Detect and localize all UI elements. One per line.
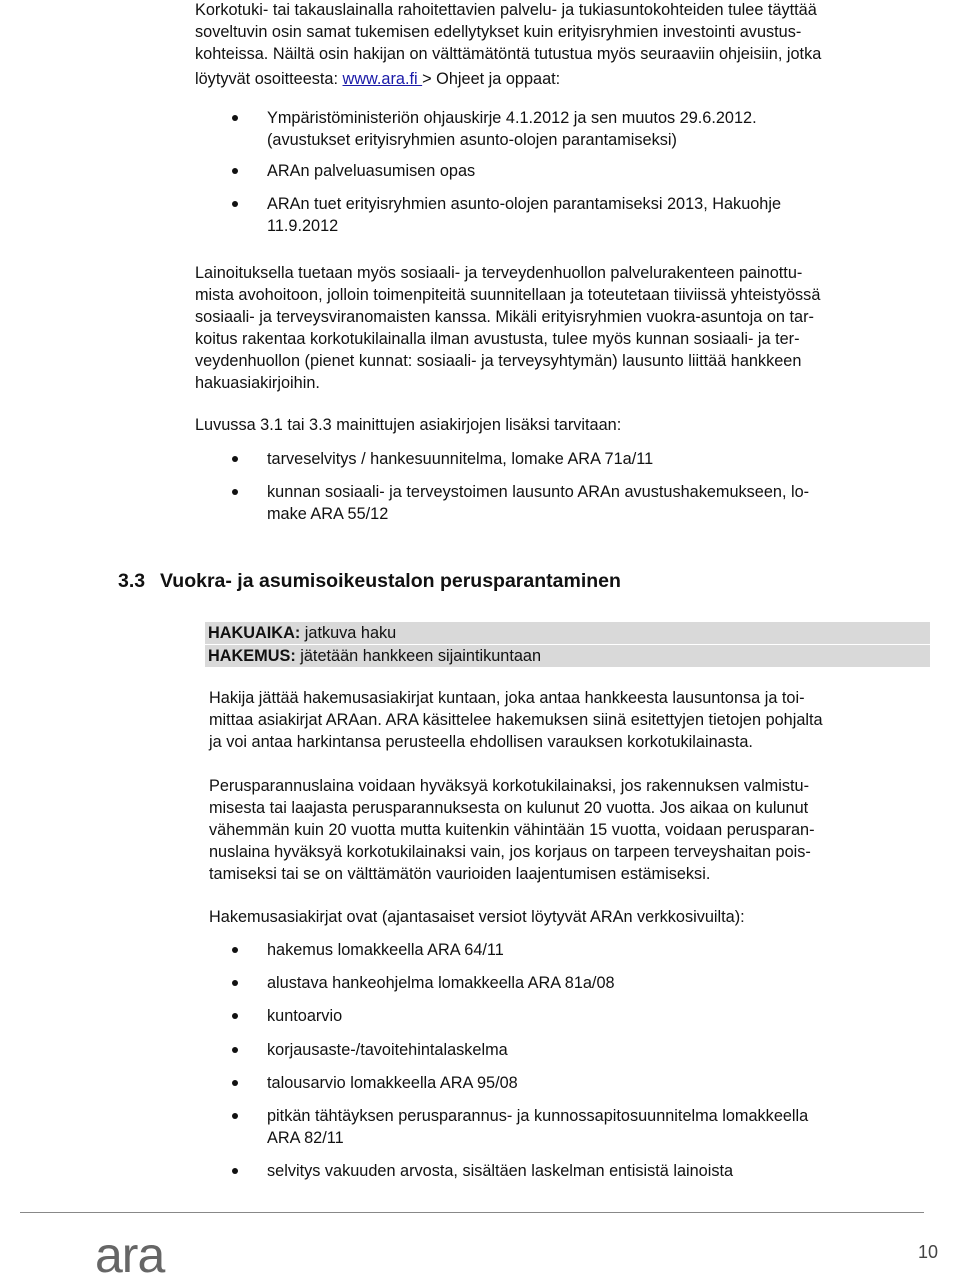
text-line: Hakija jättää hakemusasiakirjat kuntaan, joka antaa hankkeesta lausuntonsa ja toi- <box>209 689 805 707</box>
bullet-icon <box>232 1113 238 1119</box>
list-item <box>195 1160 808 1182</box>
text-line: pitkän tähtäyksen perusparannus- ja kunnossapitosuunnitelma lomakkeella <box>267 1107 809 1125</box>
section-heading <box>118 570 621 593</box>
text-line: ja voi antaa harkintansa perusteella ehdollisen varauksen korkotukilainasta. <box>209 733 753 751</box>
page-number: 10 <box>917 1242 938 1262</box>
documents-list <box>195 939 808 1182</box>
loan-paragraph <box>209 775 929 885</box>
text-fragment: > Ohjeet ja oppaat: <box>422 70 561 88</box>
list-item <box>195 448 809 470</box>
text-line: ARAn palveluasumisen opas <box>267 162 476 180</box>
text-line: nuslaina hyväksyä korkotukilainaksi vain, jos korjaus on tarpeen terveyshaitan pois- <box>209 843 811 861</box>
text-line: talousarvio lomakkeella ARA 95/08 <box>267 1074 518 1092</box>
text-line: tamiseksi tai se on välttämätön vaurioiden laajentumisen estämiseksi. <box>209 865 711 883</box>
text-line: sosiaali- ja terveysviranomaisten kanssa. Mikäli erityisryhmien vuokra-asuntoja on tar- <box>195 308 814 326</box>
text-line <box>195 68 930 90</box>
text-line: kunnan sosiaali- ja terveystoimen lausunto ARAn avustushakemukseen, lo- <box>267 483 810 501</box>
list-item <box>195 481 809 525</box>
text-line: soveltuvin osin samat tukemisen edellytykset kuin erityisryhmien investointi avustus- <box>195 23 802 41</box>
text-line: hakemus lomakkeella ARA 64/11 <box>267 941 504 959</box>
text-line: mista avohoitoon, jolloin toimenpiteitä suunnitellaan ja toteutetaan tiiviissä yhteistyössä <box>195 286 821 304</box>
text-line: misesta tai laajasta perusparannuksesta on kulunut 20 vuotta. Jos aikaa on kulunut <box>209 799 809 817</box>
text-line: Perusparannuslaina voidaan hyväksyä korkotukilainaksi, jos rakennuksen valmistu- <box>209 777 810 795</box>
text-line: Korkotuki- tai takauslainalla rahoitettavien palvelu- ja tukiasuntokohteiden tulee täyttää <box>195 1 817 19</box>
list-item <box>195 939 808 961</box>
bullet-icon <box>232 947 238 953</box>
text-line: make ARA 55/12 <box>267 505 389 523</box>
list-item <box>195 193 781 237</box>
bullet-icon <box>232 1013 238 1019</box>
text-line: ARA 82/11 <box>267 1129 344 1147</box>
bullet-icon <box>232 201 238 207</box>
text-line: Luvussa 3.1 tai 3.3 mainittujen asiakirjojen lisäksi tarvitaan: <box>195 416 622 434</box>
list-item <box>195 1005 808 1027</box>
text-line: kuntoarvio <box>267 1007 343 1025</box>
footer-divider <box>20 1212 924 1213</box>
requirements-intro <box>195 414 930 436</box>
section-number: 3.3 <box>118 570 146 592</box>
hakemus-value: jätetään hankkeen sijaintikuntaan <box>295 647 542 665</box>
text-line: Hakemusasiakirjat ovat (ajantasaiset versiot löytyvät ARAn verkkosivuilta): <box>209 908 745 926</box>
bullet-icon <box>232 1047 238 1053</box>
hakuaika-value: jatkuva haku <box>300 624 397 642</box>
bullet-icon <box>232 980 238 986</box>
text-line: vähemmän kuin 20 vuotta mutta kuitenkin vähintään 15 vuotta, voidaan perusparan- <box>209 821 815 839</box>
bullet-icon <box>232 489 238 495</box>
text-line: mittaa asiakirjat ARAan. ARA käsittelee hakemuksen siinä esitettyjen tietojen pohjalta <box>209 711 823 729</box>
ara-link[interactable]: www.ara.fi <box>342 70 423 88</box>
list-item <box>195 160 781 182</box>
intro-paragraph <box>195 0 930 90</box>
documents-intro <box>209 906 929 928</box>
text-line: Ympäristöministeriön ohjauskirje 4.1.2012 ja sen muutos 29.6.2012. <box>267 109 757 127</box>
text-line: kohteissa. Näiltä osin hakijan on välttämätöntä tutustua myös seuraaviin ohjeisiin, jotka <box>195 45 822 63</box>
text-line: 11.9.2012 <box>267 217 339 235</box>
hakuaika-label: HAKUAIKA: <box>208 624 301 642</box>
text-line: selvitys vakuuden arvosta, sisältäen laskelman entisistä lainoista <box>267 1162 734 1180</box>
section-title: Vuokra- ja asumisoikeustalon perusparantaminen <box>160 570 621 592</box>
text-line: koitus rakentaa korkotukilainalla ilman avustusta, tulee myös kunnan sosiaali- ja ter- <box>195 330 800 348</box>
text-fragment: löytyvät osoitteesta: <box>195 70 343 88</box>
bullet-icon <box>232 168 238 174</box>
funding-paragraph <box>195 262 930 394</box>
bullet-icon <box>232 456 238 462</box>
bullet-icon <box>232 115 238 121</box>
text-line: ARAn tuet erityisryhmien asunto-olojen parantamiseksi 2013, Hakuohje <box>267 195 782 213</box>
requirements-list <box>195 448 809 525</box>
ara-logo: ara <box>95 1227 165 1283</box>
text-line: korjausaste-/tavoitehintalaskelma <box>267 1041 508 1059</box>
bullet-icon <box>232 1168 238 1174</box>
list-item <box>195 107 781 151</box>
text-line: hakuasiakirjoihin. <box>195 374 320 392</box>
text-line: veydenhuollon (pienet kunnat: sosiaali- ja terveysyhtymän) lausunto liittää hankkeen <box>195 352 802 370</box>
hakemus-label: HAKEMUS: <box>208 647 296 665</box>
bullet-icon <box>232 1080 238 1086</box>
guide-list <box>195 107 781 237</box>
list-item <box>195 1039 808 1061</box>
list-item <box>195 1105 808 1149</box>
text-line: Lainoituksella tuetaan myös sosiaali- ja terveydenhuollon palvelurakenteen painottu- <box>195 264 803 282</box>
list-item <box>195 972 808 994</box>
hakemus-box <box>205 645 930 667</box>
application-paragraph <box>209 687 929 753</box>
hakuaika-box <box>205 622 930 644</box>
text-line: alustava hankeohjelma lomakkeella ARA 81a/08 <box>267 974 615 992</box>
text-line: (avustukset erityisryhmien asunto-olojen parantamiseksi) <box>267 131 677 149</box>
list-item <box>195 1072 808 1094</box>
text-line: tarveselvitys / hankesuunnitelma, lomake ARA 71a/11 <box>267 450 654 468</box>
